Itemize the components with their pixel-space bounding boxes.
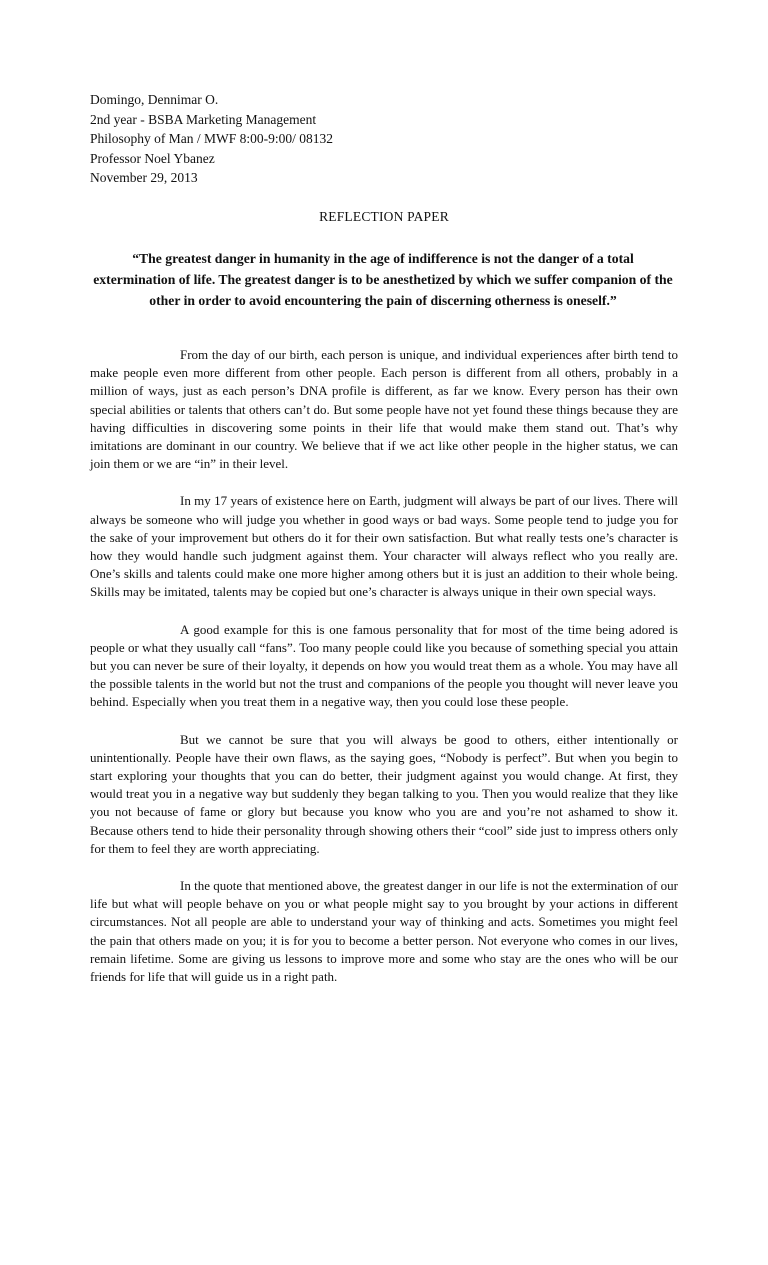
body-paragraph-2: In my 17 years of existence here on Earth, judgment will always be part of our lives. There will always be someone who will judge you whether in good ways or bad ways. Some people tend to judge you for the sake of your improvement but others do it for their own satisfaction. But what really tests one’s character is how they would handle such judgment against them. Your character will always reflect who you really are. One’s skills and talents could make one more higher among others but it is just an addition to their whole being. Skills may be imitated, talents may be copied but one’s character is always unique in their own special ways. — [90, 493, 678, 600]
opening-quote: “The greatest danger in humanity in the age of indifference is not the danger of a total extermination of life. The greatest danger is to be anesthetized by which we suffer companion of the other in order to avoid encountering the pain of discerning otherness is oneself.” — [93, 251, 673, 308]
student-name: Domingo, Dennimar O. — [90, 92, 219, 107]
document-body — [90, 346, 678, 1005]
professor-name: Professor Noel Ybanez — [90, 150, 215, 166]
body-paragraph-4: But we cannot be sure that you will always be good to others, either intentionally or unintentionally. People have their own flaws, as the saying goes, “Nobody is perfect”. But when you begin to start exploring your thoughts that you can do better, their judgment against you would change. At first, they would treat you in a negative way but suddenly they began talking to you. Then you would realize that they like you not because of fame or glory but because you know who you are and you’re not ashamed to show it. Because others tend to hide their personality through showing others their “cool” side just to impress others only for them to feel they are worth appreciating. — [90, 731, 678, 856]
document-date: November 29, 2013 — [90, 170, 198, 185]
document-title: REFLECTION PAPER — [319, 209, 449, 224]
body-paragraph-3: A good example for this is one famous personality that for most of the time being adored is people or what they usually call “fans”. Too many people could like you because of something special you attain but you can never be sure of their loyalty, it depends on how you would treat them as a whole. You may have all the possible talents in the world but not the trust and companions of the people you thought will never leave you behind. Especially when you treat them in a negative way, then you could lose these people. — [90, 621, 678, 710]
body-paragraph-5: In the quote that mentioned above, the greatest danger in our life is not the extermination of our life but what will people behave on you or what people might say to you brought by your actions in different circumstances. Not all people are able to understand your way of thinking and acts. Sometimes you might feel the pain that others made on you; it is for you to become a better person. Not everyone who comes in our lives, remain lifetime. Some are giving us lessons to improve more and some who stay are the ones who will be our friends for life that will guide us in a right path. — [90, 878, 678, 985]
body-paragraph-1: From the day of our birth, each person is unique, and individual experiences after birth tend to make people even more different from other people. Each person is different from all others, probably in a million of ways, just as each person’s DNA profile is different, as far we know. Every person has their own special abilities or talents that others can’t do. But some people have not yet found these things because they are having difficulties in discovering some points in their life that would make them stand out. That’s why imitations are dominant in our country. We believe that if we act like other people in the higher status, we can join them or we are “in” in their level. — [90, 347, 678, 472]
subject-schedule: Philosophy of Man / MWF 8:00-9:00/ 08132 — [90, 131, 334, 146]
document-header — [90, 90, 690, 188]
student-course: 2nd year - BSBA Marketing Management — [90, 111, 317, 127]
